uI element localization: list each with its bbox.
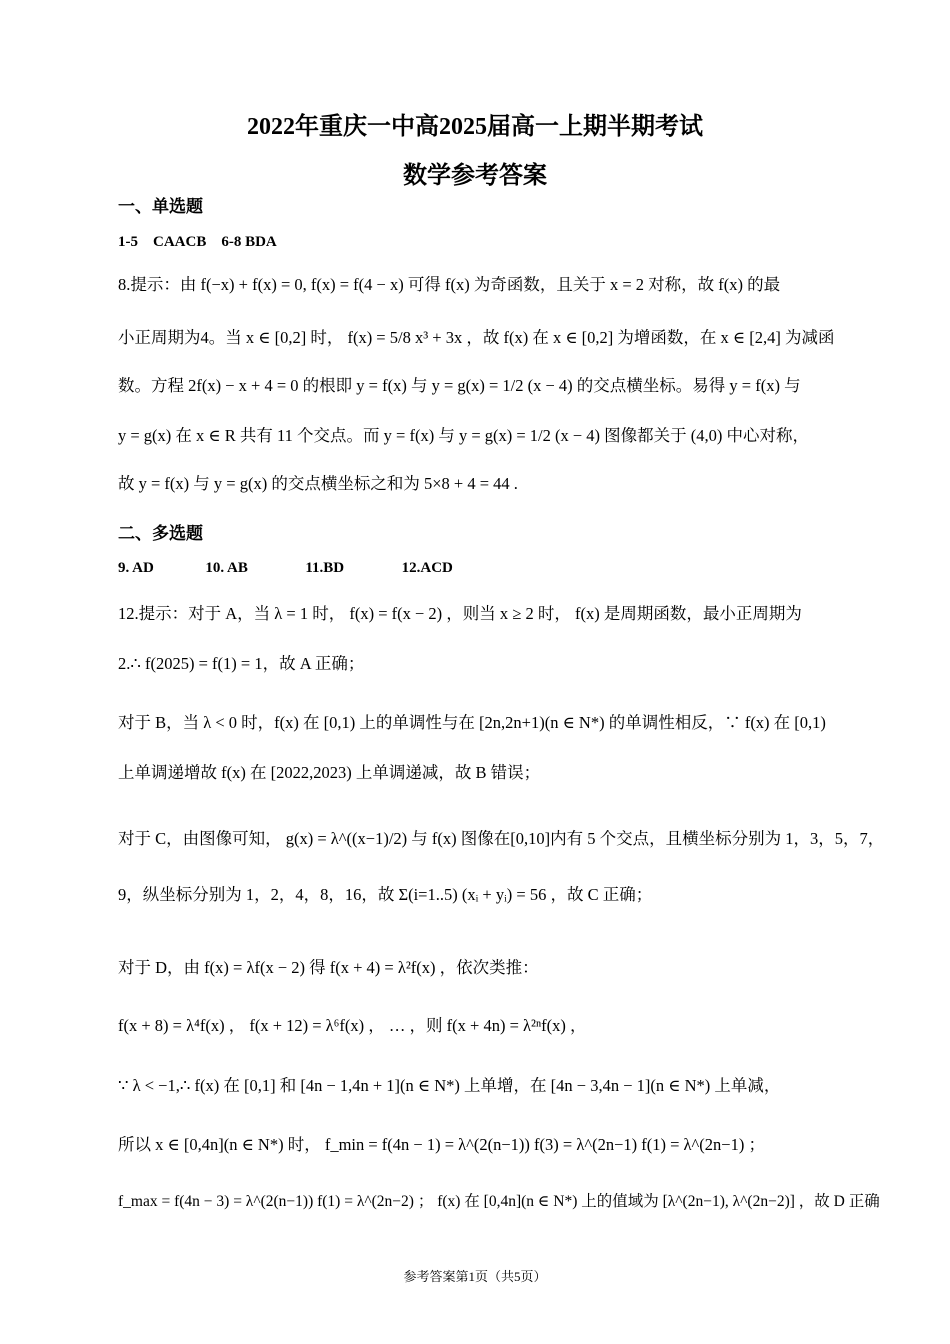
hint12-line-5: 对于 C，由图像可知， g(x) = λ^((x−1)/2) 与 f(x) 图像在[0,10]内有 5 个交点，且横坐标分别为 1，3，5，7，	[118, 829, 885, 848]
hint12-line-7: 对于 D，由 f(x) = λf(x − 2) 得 f(x + 4) = λ²f(x) ，依次类推：	[118, 958, 539, 977]
answer-12: 12.ACD	[401, 560, 453, 576]
page-title: 2022年重庆一中高2025届高一上期半期考试	[247, 114, 703, 140]
hint8-line-4: y = g(x) 在 x ∈ R 共有 11 个交点。而 y = f(x) 与 y = g(x) = 1/2 (x − 4) 图像都关于 (4,0) 中心对称，	[118, 426, 810, 445]
single-choice-answers: 1-5 CAACB 6-8 BDA	[118, 234, 277, 250]
page-subtitle: 数学参考答案	[403, 163, 547, 189]
page-footer: 参考答案第1页（共5页）	[403, 1269, 547, 1284]
hint12-line-10: 所以 x ∈ [0,4n](n ∈ N*) 时， f_min = f(4n − 1) = λ^(2(n−1)) f(3) = λ^(2n−1) f(1) = λ^(2n−1) ；	[118, 1135, 765, 1154]
hint12-line-6: 9，纵坐标分别为 1，2，4，8，16，故 Σ(i=1..5) (xᵢ + yᵢ) = 56 ，故 C 正确；	[118, 885, 653, 904]
hint12-line-9: ∵ λ < −1,∴ f(x) 在 [0,1] 和 [4n − 1,4n + 1](n ∈ N*) 上单增，在 [4n − 3,4n − 1](n ∈ N*) 上单减，	[118, 1076, 781, 1095]
hint12-line-3: 对于 B，当 λ < 0 时，f(x) 在 [0,1) 上的单调性与在 [2n,2n+1)(n ∈ N*) 的单调性相反，∵ f(x) 在 [0,1)	[118, 713, 826, 732]
answer-9: 9. AD	[118, 560, 154, 576]
answer-11: 11.BD	[305, 560, 345, 576]
section-heading-multiple-choice: 二、多选题	[118, 524, 203, 543]
answer-10: 10. AB	[205, 560, 248, 576]
hint8-line-3: 数。方程 2f(x) − x + 4 = 0 的根即 y = f(x) 与 y = g(x) = 1/2 (x − 4) 的交点横坐标。易得 y = f(x) 与	[118, 376, 801, 395]
hint12-line-1: 12.提示：对于 A，当 λ = 1 时， f(x) = f(x − 2) ，则当 x ≥ 2 时， f(x) 是周期函数，最小正周期为	[118, 604, 802, 623]
hint12-line-11: f_max = f(4n − 3) = λ^(2(n−1)) f(1) = λ^(2n−2) ； f(x) 在 [0,4n](n ∈ N*) 上的值域为 [λ^(2n−1), λ^(2n−2)] ，故 D 正确	[118, 1193, 880, 1210]
hint8-line-5: 故 y = f(x) 与 y = g(x) 的交点横坐标之和为 5×8 + 4 = 44 .	[118, 474, 518, 493]
hint8-line-1: 8.提示：由 f(−x) + f(x) = 0, f(x) = f(4 − x) 可得 f(x) 为奇函数，且关于 x = 2 对称，故 f(x) 的最	[118, 275, 781, 294]
hint8-line-2: 小正周期为4。当 x ∈ [0,2] 时， f(x) = 5/8 x³ + 3x ，故 f(x) 在 x ∈ [0,2] 为增函数，在 x ∈ [2,4] 为减函	[118, 328, 835, 347]
hint12-line-8: f(x + 8) = λ⁴f(x) ， f(x + 12) = λ⁶f(x) ， … ，则 f(x + 4n) = λ²ⁿf(x) ，	[118, 1016, 587, 1035]
multiple-choice-answers	[118, 559, 453, 577]
hint12-line-2: 2.∴ f(2025) = f(1) = 1，故 A 正确；	[118, 654, 365, 673]
section-heading-single-choice: 一、单选题	[118, 197, 203, 216]
hint12-line-4: 上单调递增故 f(x) 在 [2022,2023) 上单调递减，故 B 错误；	[118, 763, 541, 782]
